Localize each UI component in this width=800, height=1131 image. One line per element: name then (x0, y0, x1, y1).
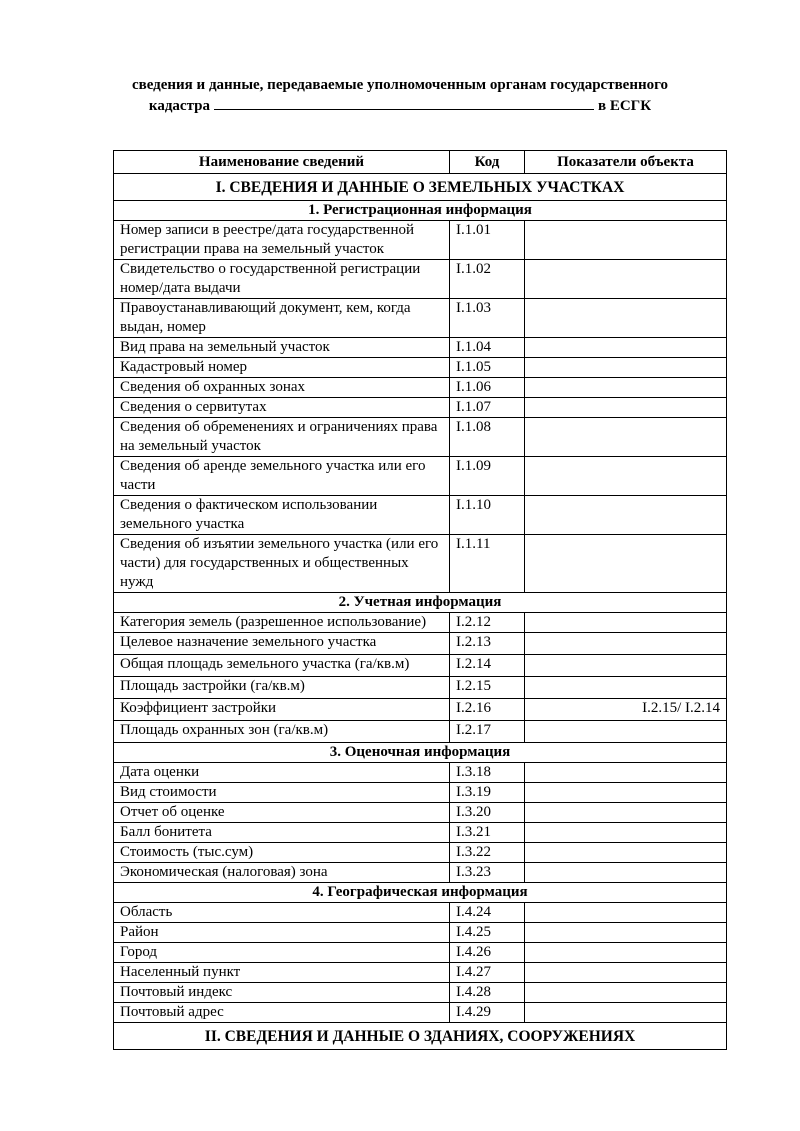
table-row (114, 457, 727, 496)
row-code-cell: I.1.09 (450, 457, 525, 496)
subsection-registration (114, 201, 727, 221)
table-row (114, 943, 727, 963)
row-code-cell: I.2.16 (450, 699, 525, 721)
row-name-cell: Область (114, 903, 450, 923)
table-row (114, 378, 727, 398)
table-row (114, 823, 727, 843)
row-value-cell (525, 358, 727, 378)
row-name-cell: Категория земель (разрешенное использование) (114, 613, 450, 633)
document-title (0, 75, 800, 116)
row-name-cell: Почтовый индекс (114, 983, 450, 1003)
row-value-cell (525, 655, 727, 677)
row-name-cell: Площадь охранных зон (га/кв.м) (114, 721, 450, 743)
subsection-accounting-title: 2. Учетная информация (114, 593, 727, 613)
row-value-cell (525, 398, 727, 418)
table-row (114, 721, 727, 743)
row-value-cell (525, 457, 727, 496)
row-name-cell: Площадь застройки (га/кв.м) (114, 677, 450, 699)
row-code-cell: I.2.12 (450, 613, 525, 633)
row-name-cell: Экономическая (налоговая) зона (114, 863, 450, 883)
table-row (114, 260, 727, 299)
column-header-name: Наименование сведений (114, 151, 450, 174)
row-code-cell: I.3.18 (450, 763, 525, 783)
row-value-cell (525, 299, 727, 338)
row-name-cell: Целевое назначение земельного участка (114, 633, 450, 655)
table-row (114, 963, 727, 983)
row-code-cell: I.3.21 (450, 823, 525, 843)
row-value-cell (525, 221, 727, 260)
row-code-cell: I.1.04 (450, 338, 525, 358)
section-2-heading (114, 1023, 727, 1050)
table-row (114, 863, 727, 883)
row-value-cell (525, 783, 727, 803)
table-row (114, 699, 727, 721)
subsection-registration-title: 1. Регистрационная информация (114, 201, 727, 221)
row-value-cell: I.2.15/ I.2.14 (525, 699, 727, 721)
row-name-cell: Коэффициент застройки (114, 699, 450, 721)
row-name-cell: Сведения об обременениях и ограничениях права на земельный участок (114, 418, 450, 457)
title-line-2 (149, 95, 651, 116)
table-row (114, 613, 727, 633)
column-header-value: Показатели объекта (525, 151, 727, 174)
row-value-cell (525, 677, 727, 699)
table-row (114, 1003, 727, 1023)
row-name-cell: Номер записи в реестре/дата государственной регистрации права на земельный участок (114, 221, 450, 260)
row-value-cell (525, 260, 727, 299)
row-value-cell (525, 843, 727, 863)
row-value-cell (525, 803, 727, 823)
table-row (114, 903, 727, 923)
table-row (114, 338, 727, 358)
table-row (114, 803, 727, 823)
table-row (114, 923, 727, 943)
table-row (114, 299, 727, 338)
row-name-cell: Балл бонитета (114, 823, 450, 843)
row-value-cell (525, 535, 727, 593)
row-name-cell: Стоимость (тыс.сум) (114, 843, 450, 863)
table-row (114, 763, 727, 783)
row-value-cell (525, 338, 727, 358)
row-name-cell: Общая площадь земельного участка (га/кв.м) (114, 655, 450, 677)
table-header-row (114, 151, 727, 174)
row-value-cell (525, 378, 727, 398)
table-row (114, 358, 727, 378)
title-line-2-end: в ЕСГК (597, 98, 652, 114)
row-value-cell (525, 983, 727, 1003)
row-code-cell: I.4.26 (450, 943, 525, 963)
row-code-cell: I.1.11 (450, 535, 525, 593)
row-name-cell: Вид стоимости (114, 783, 450, 803)
row-code-cell: I.4.24 (450, 903, 525, 923)
table-row (114, 398, 727, 418)
row-code-cell: I.2.17 (450, 721, 525, 743)
row-code-cell: I.1.05 (450, 358, 525, 378)
row-code-cell: I.3.23 (450, 863, 525, 883)
row-name-cell: Вид права на земельный участок (114, 338, 450, 358)
row-name-cell: Сведения об охранных зонах (114, 378, 450, 398)
subsection-valuation-title: 3. Оценочная информация (114, 743, 727, 763)
table-row (114, 418, 727, 457)
section-1-heading (114, 174, 727, 201)
row-value-cell (525, 613, 727, 633)
row-name-cell: Сведения об аренде земельного участка или его части (114, 457, 450, 496)
cadastre-data-table (113, 150, 727, 1050)
row-name-cell: Сведения о сервитутах (114, 398, 450, 418)
row-value-cell (525, 903, 727, 923)
row-name-cell: Сведения о фактическом использовании земельного участка (114, 496, 450, 535)
table-row (114, 496, 727, 535)
row-name-cell: Кадастровый номер (114, 358, 450, 378)
row-code-cell: I.2.13 (450, 633, 525, 655)
title-line-2-start: кадастра (148, 98, 210, 114)
row-value-cell (525, 763, 727, 783)
row-name-cell: Свидетельство о государственной регистрации номер/дата выдачи (114, 260, 450, 299)
row-code-cell: I.1.07 (450, 398, 525, 418)
row-value-cell (525, 863, 727, 883)
subsection-valuation (114, 743, 727, 763)
row-name-cell: Дата оценки (114, 763, 450, 783)
table-row (114, 655, 727, 677)
table-row (114, 633, 727, 655)
blank-field (214, 95, 594, 110)
row-code-cell: I.4.28 (450, 983, 525, 1003)
row-value-cell (525, 496, 727, 535)
title-line-1: сведения и данные, передаваемые уполномоченным органам государственного (131, 77, 669, 93)
row-code-cell: I.1.03 (450, 299, 525, 338)
subsection-geographic (114, 883, 727, 903)
section-2-heading-title: II. СВЕДЕНИЯ И ДАННЫЕ О ЗДАНИЯХ, СООРУЖЕНИЯХ (114, 1023, 727, 1050)
row-value-cell (525, 823, 727, 843)
subsection-accounting (114, 593, 727, 613)
row-value-cell (525, 1003, 727, 1023)
row-value-cell (525, 923, 727, 943)
row-code-cell: I.1.01 (450, 221, 525, 260)
row-name-cell: Почтовый адрес (114, 1003, 450, 1023)
subsection-geographic-title: 4. Географическая информация (114, 883, 727, 903)
table-row (114, 983, 727, 1003)
table-body (114, 174, 727, 1050)
row-value-cell (525, 963, 727, 983)
row-value-cell (525, 418, 727, 457)
row-code-cell: I.1.02 (450, 260, 525, 299)
table-row (114, 783, 727, 803)
row-name-cell: Населенный пункт (114, 963, 450, 983)
row-code-cell: I.4.29 (450, 1003, 525, 1023)
row-name-cell: Город (114, 943, 450, 963)
row-value-cell (525, 721, 727, 743)
row-code-cell: I.3.22 (450, 843, 525, 863)
row-code-cell: I.2.14 (450, 655, 525, 677)
section-1-heading-title: I. СВЕДЕНИЯ И ДАННЫЕ О ЗЕМЕЛЬНЫХ УЧАСТКАХ (114, 174, 727, 201)
row-code-cell: I.2.15 (450, 677, 525, 699)
table-row (114, 677, 727, 699)
row-code-cell: I.3.20 (450, 803, 525, 823)
row-value-cell (525, 943, 727, 963)
table-row (114, 221, 727, 260)
row-value-cell (525, 633, 727, 655)
column-header-code: Код (450, 151, 525, 174)
row-code-cell: I.4.25 (450, 923, 525, 943)
row-code-cell: I.1.08 (450, 418, 525, 457)
row-code-cell: I.4.27 (450, 963, 525, 983)
table-row (114, 843, 727, 863)
row-code-cell: I.3.19 (450, 783, 525, 803)
row-code-cell: I.1.06 (450, 378, 525, 398)
table-row (114, 535, 727, 593)
row-name-cell: Сведения об изъятии земельного участка (или его части) для государственных и общественных нужд (114, 535, 450, 593)
row-name-cell: Район (114, 923, 450, 943)
row-name-cell: Правоустанавливающий документ, кем, когда выдан, номер (114, 299, 450, 338)
row-code-cell: I.1.10 (450, 496, 525, 535)
row-name-cell: Отчет об оценке (114, 803, 450, 823)
